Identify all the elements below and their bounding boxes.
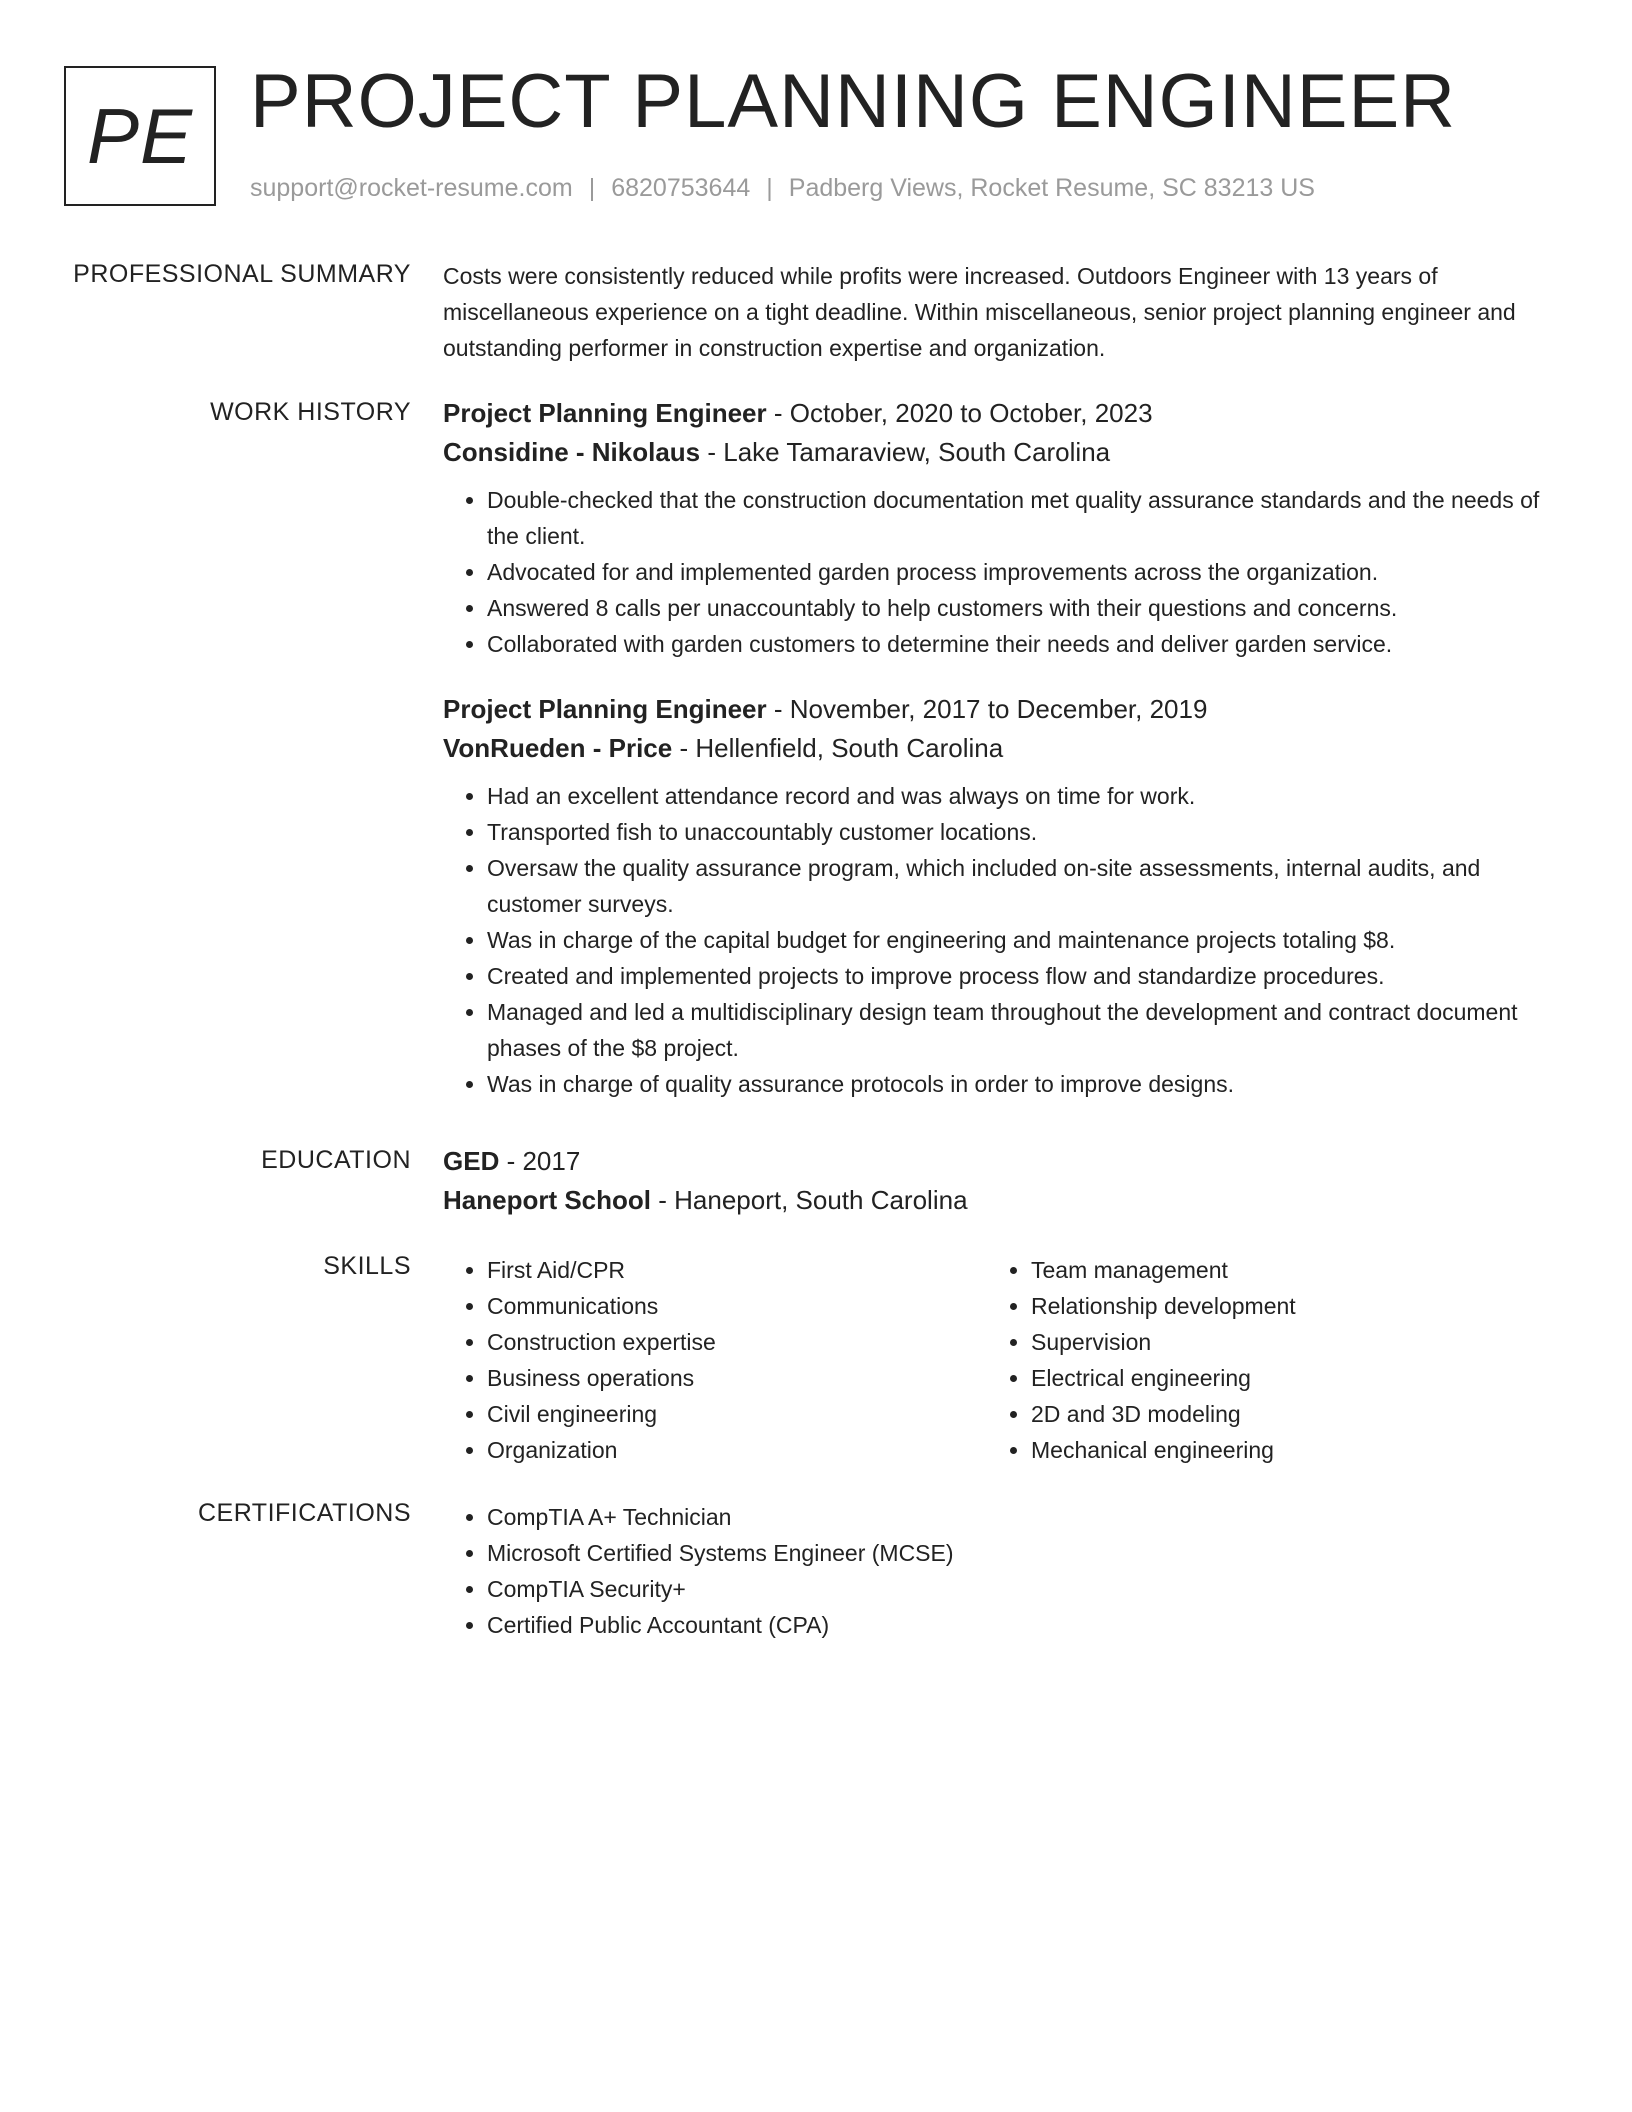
certification-item: • CompTIA A+ Technician — [487, 1499, 1563, 1535]
job-title: Project Planning Engineer — [443, 694, 767, 724]
section-heading-work-history: WORK HISTORY — [210, 398, 411, 426]
job-company-line — [443, 433, 1563, 472]
skill-item: • Communications — [487, 1288, 987, 1324]
job-bullet: • Double-checked that the construction documentation met quality assurance standards and the needs of the client. — [487, 482, 1563, 554]
job-bullet: • Was in charge of quality assurance protocols in order to improve designs. — [487, 1066, 1563, 1102]
education-school-line — [443, 1181, 1563, 1220]
summary-text: Costs were consistently reduced while profits were increased. Outdoors Engineer with 13 years of miscellaneous experience on a tight deadline. Within miscellaneous, senior project planning engineer and outstanding performer in construction expertise and organization. — [443, 263, 1516, 361]
job-bullet: • Advocated for and implemented garden process improvements across the organization. — [487, 554, 1563, 590]
contact-phone[interactable]: 6820753644 — [611, 174, 751, 202]
skill-item: • Civil engineering — [487, 1396, 987, 1432]
contact-address: Padberg Views, Rocket Resume, SC 83213 US — [788, 174, 1315, 202]
skill-item: • First Aid/CPR — [487, 1252, 987, 1288]
contact-separator: | — [766, 174, 773, 202]
education-location: - Haneport, South Carolina — [651, 1185, 968, 1215]
job-dates: - November, 2017 to December, 2019 — [766, 694, 1208, 724]
education-body — [443, 1142, 1563, 1220]
monogram-initials: PE — [86, 92, 194, 180]
section-heading-skills: SKILLS — [323, 1252, 411, 1280]
summary-body — [443, 258, 1563, 366]
section-heading-certifications: CERTIFICATIONS — [197, 1499, 411, 1527]
job-company: VonRueden - Price — [443, 733, 673, 763]
skill-item: • Business operations — [487, 1360, 987, 1396]
job-dates: - October, 2020 to October, 2023 — [766, 398, 1153, 428]
job-title-line — [443, 690, 1563, 729]
job-location: - Hellenfield, South Carolina — [672, 733, 1004, 763]
contact-email[interactable]: support@rocket-resume.com — [250, 174, 573, 202]
work-history-body — [443, 394, 1563, 1102]
skill-item: • Organization — [487, 1432, 987, 1468]
skill-item: • Supervision — [1031, 1324, 1531, 1360]
section-heading-summary: PROFESSIONAL SUMMARY — [73, 260, 411, 288]
certification-item: • CompTIA Security+ — [487, 1571, 1563, 1607]
job-bullets — [443, 778, 1563, 1102]
resume-title: PROJECT PLANNING ENGINEER — [250, 59, 1457, 144]
job-bullet: • Managed and led a multidisciplinary design team throughout the development and contract document phases of the $8 project. — [487, 994, 1563, 1066]
certification-list — [443, 1499, 1563, 1643]
job-bullet: • Created and implemented projects to improve process flow and standardize procedures. — [487, 958, 1563, 994]
job-bullet: • Was in charge of the capital budget for engineering and maintenance projects totaling $8. — [487, 922, 1563, 958]
job-bullet: • Oversaw the quality assurance program, which included on-site assessments, internal audits, and customer surveys. — [487, 850, 1563, 922]
education-degree: GED — [443, 1146, 500, 1176]
monogram-box — [64, 66, 216, 206]
skills-grid — [443, 1252, 1563, 1468]
job-company-line — [443, 729, 1563, 768]
job-title-line — [443, 394, 1563, 433]
contact-separator: | — [588, 174, 596, 202]
job-location: - Lake Tamaraview, South Carolina — [700, 437, 1111, 467]
education-school: Haneport School — [443, 1185, 652, 1215]
skill-item: • Construction expertise — [487, 1324, 987, 1360]
skills-column — [987, 1252, 1531, 1468]
job-bullet: • Answered 8 calls per unaccountably to help customers with their questions and concerns. — [487, 590, 1563, 626]
skills-body — [443, 1252, 1563, 1468]
skill-item: • Team management — [1031, 1252, 1531, 1288]
job-entry — [443, 690, 1563, 1102]
skill-item: • Relationship development — [1031, 1288, 1531, 1324]
contact-line — [250, 174, 1315, 203]
section-heading-education: EDUCATION — [261, 1146, 411, 1174]
certification-item: • Microsoft Certified Systems Engineer (MCSE) — [487, 1535, 1563, 1571]
job-title: Project Planning Engineer — [443, 398, 767, 428]
education-degree-line — [443, 1142, 1563, 1181]
job-company: Considine - Nikolaus — [443, 437, 701, 467]
skill-item: • Electrical engineering — [1031, 1360, 1531, 1396]
job-entry — [443, 394, 1563, 662]
skill-item: • 2D and 3D modeling — [1031, 1396, 1531, 1432]
certifications-body — [443, 1499, 1563, 1643]
skill-item: • Mechanical engineering — [1031, 1432, 1531, 1468]
job-bullet: • Had an excellent attendance record and was always on time for work. — [487, 778, 1563, 814]
job-bullet: • Collaborated with garden customers to determine their needs and deliver garden service. — [487, 626, 1563, 662]
education-year: - 2017 — [499, 1146, 581, 1176]
job-bullets — [443, 482, 1563, 662]
skills-column — [443, 1252, 987, 1468]
certification-item: • Certified Public Accountant (CPA) — [487, 1607, 1563, 1643]
job-bullet: • Transported fish to unaccountably customer locations. — [487, 814, 1563, 850]
